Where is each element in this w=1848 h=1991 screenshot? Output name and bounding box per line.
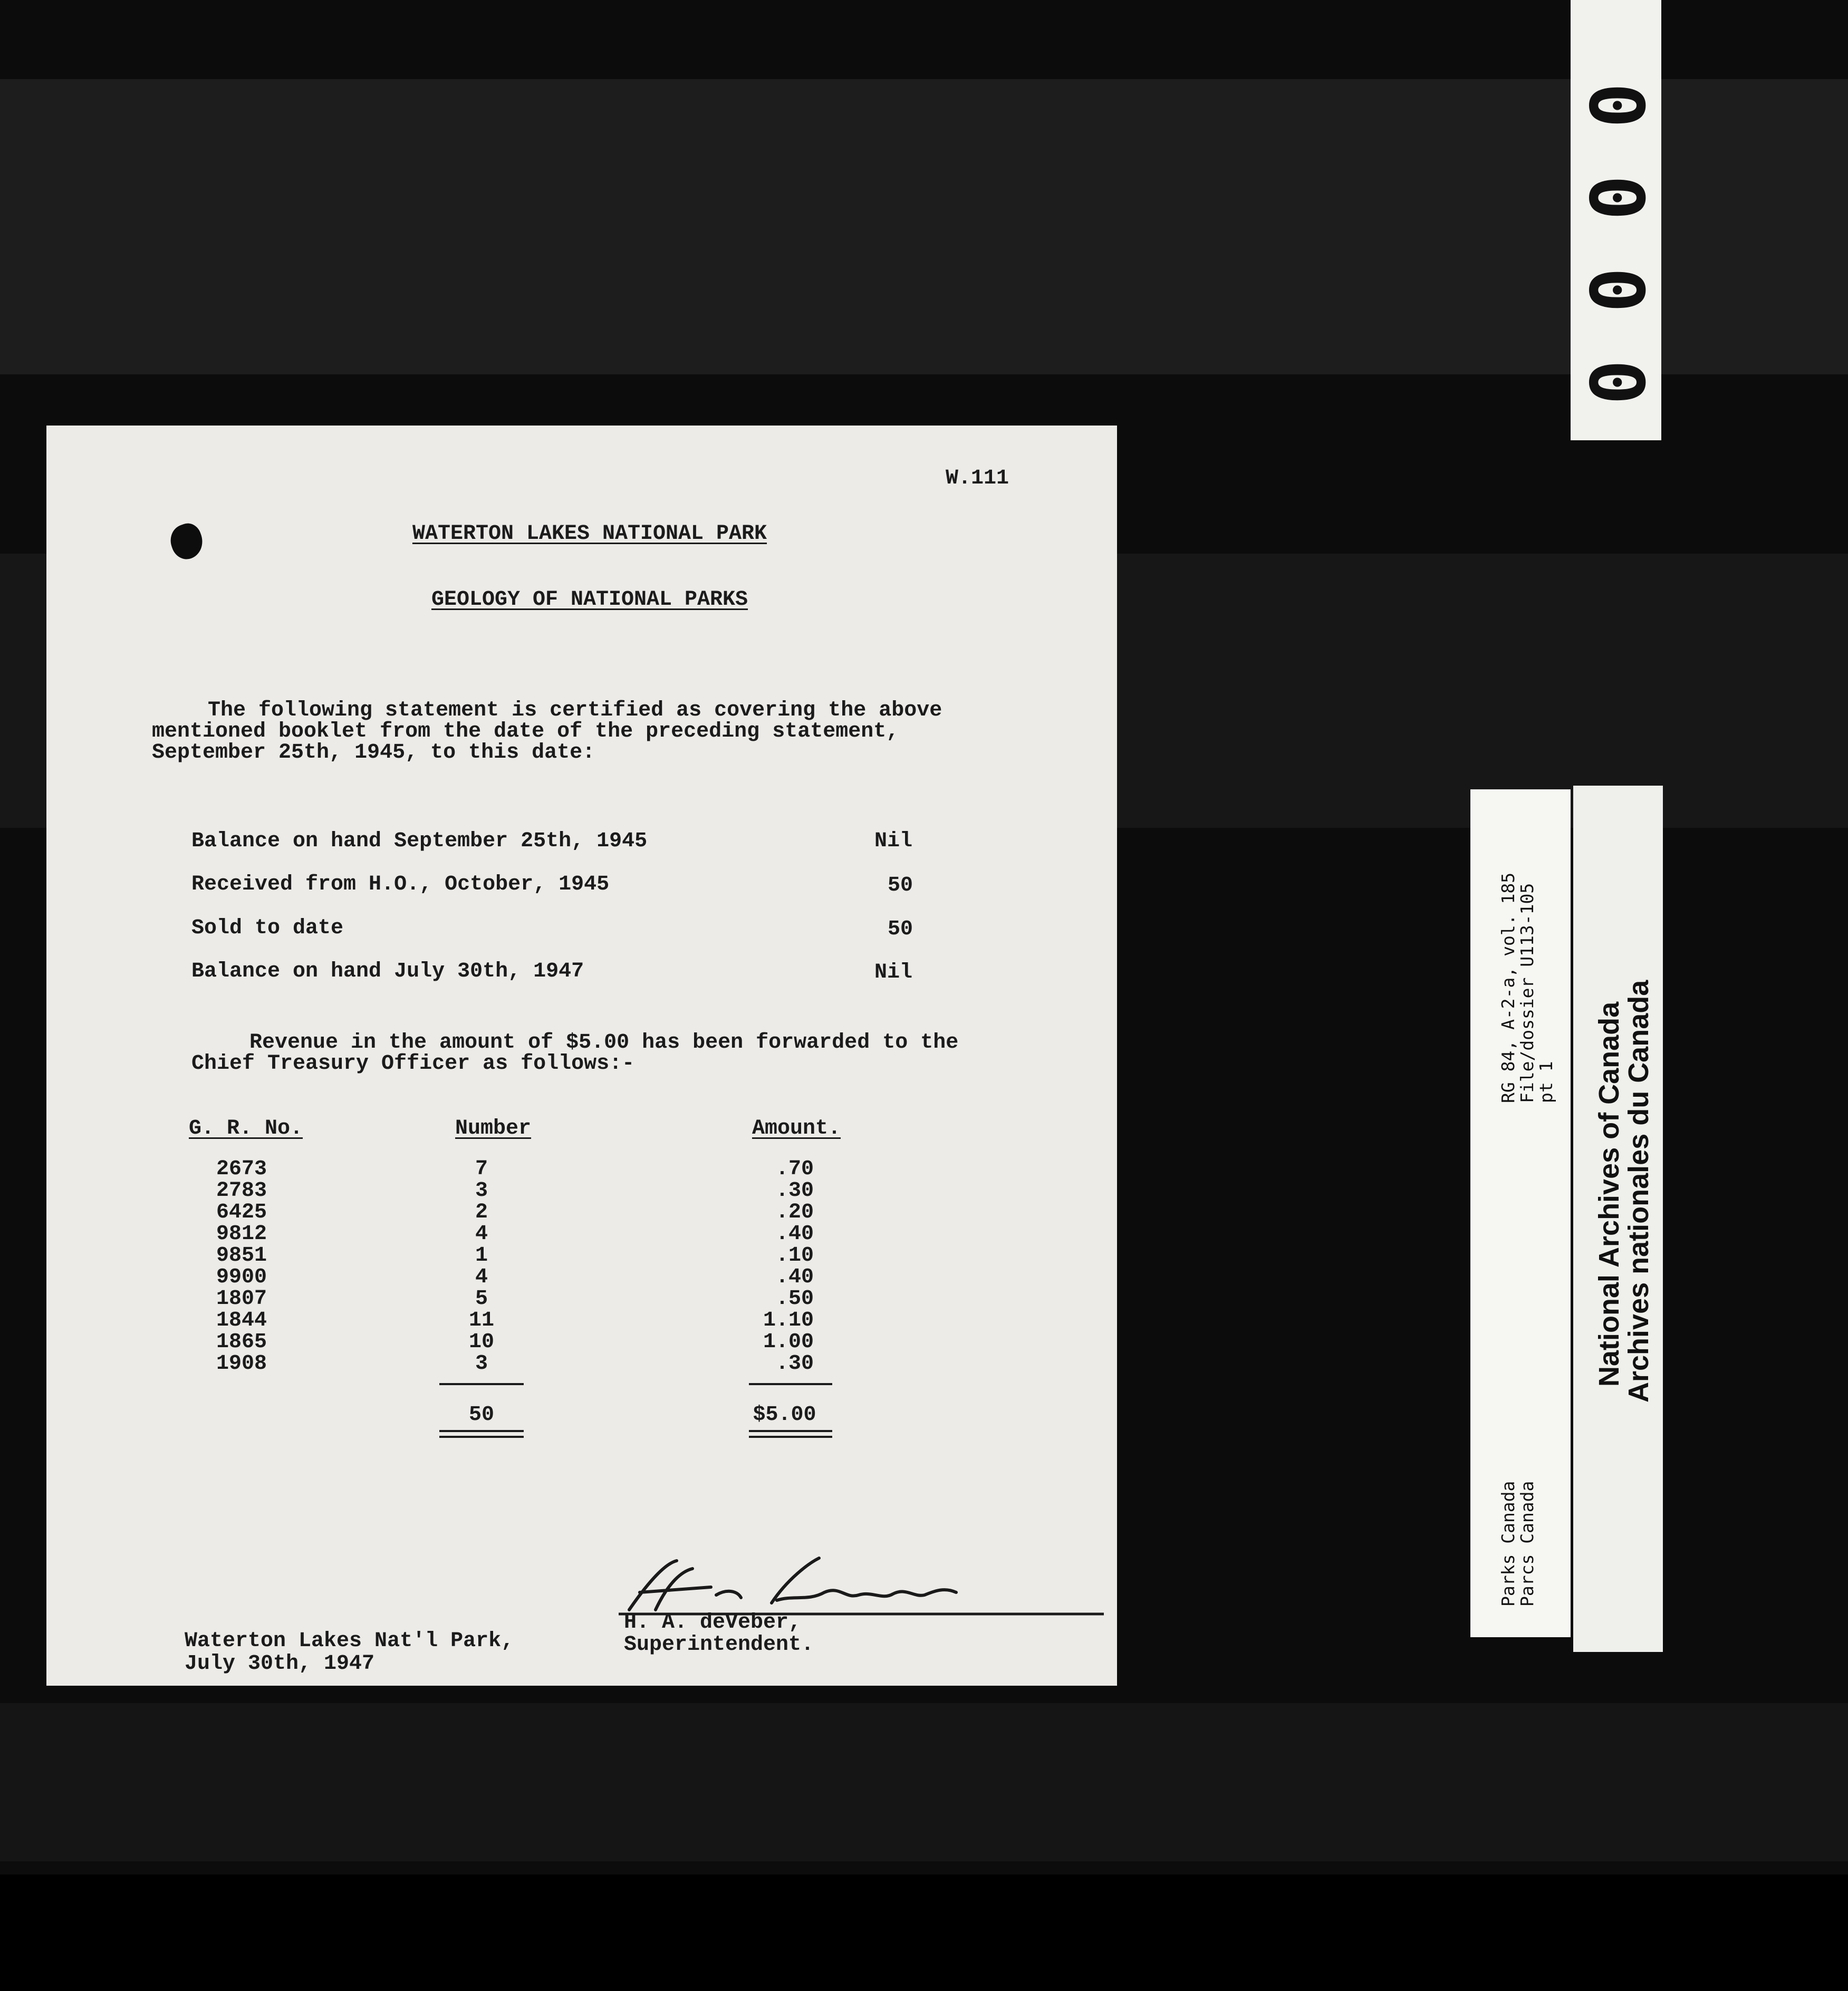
place-line: Waterton Lakes Nat'l Park,: [185, 1629, 514, 1653]
national-archives-label: [1573, 786, 1663, 1652]
balance-label: Sold to date: [191, 916, 344, 940]
balance-label: Received from H.O., October, 1945: [191, 873, 610, 896]
table-cell-number: 2: [475, 1201, 488, 1224]
punch-hole: [166, 520, 208, 564]
table-cell-number: 5: [475, 1287, 488, 1311]
subtotal-rule-number: [439, 1383, 524, 1385]
national-archives-line: National Archives of Canada: [1593, 1001, 1625, 1387]
header-gr-no: G. R. No.: [189, 1117, 303, 1141]
national-archives-line: Archives nationales du Canada: [1623, 980, 1654, 1403]
scan-band-lower: [0, 1703, 1848, 1861]
total-amount: $5.00: [753, 1403, 816, 1427]
reel-digit: 0: [1572, 175, 1659, 220]
table-cell-amount: .40: [775, 1265, 814, 1289]
archive-ref-line: RG 84, A-2-a, vol. 185: [1498, 872, 1518, 1103]
table-cell-amount: .10: [775, 1244, 814, 1268]
table-cell-gr: 9851: [216, 1244, 267, 1268]
parks-canada-line: Parcs Canada: [1517, 1481, 1537, 1607]
table-cell-amount: 1.00: [763, 1330, 814, 1354]
balance-value: Nil: [874, 829, 913, 853]
signer-name: H. A. deVeber,: [624, 1611, 802, 1635]
total-double-rule-amount: [749, 1430, 832, 1432]
table-cell-gr: 1807: [216, 1287, 267, 1311]
balance-value: 50: [888, 917, 913, 941]
header-number: Number: [455, 1117, 532, 1141]
subtotal-rule-amount: [749, 1383, 832, 1385]
table-cell-gr: 1908: [216, 1352, 267, 1376]
film-edge: [0, 1874, 1848, 1991]
balance-value: 50: [888, 874, 913, 897]
total-double-rule-number: [439, 1430, 524, 1432]
table-cell-number: 10: [468, 1330, 494, 1354]
intro-line: September 25th, 1945, to this date:: [152, 741, 595, 765]
table-cell-amount: .30: [775, 1352, 814, 1376]
reel-digit: 0: [1572, 267, 1659, 313]
table-cell-number: 4: [475, 1222, 488, 1246]
table-cell-number: 11: [468, 1309, 494, 1332]
table-cell-gr: 2673: [216, 1157, 267, 1181]
reel-digit: 0: [1572, 360, 1659, 405]
balance-label: Balance on hand July 30th, 1947: [191, 960, 584, 983]
table-cell-gr: 1844: [216, 1309, 267, 1332]
document-subtitle: GEOLOGY OF NATIONAL PARKS: [431, 588, 748, 612]
table-cell-number: 3: [475, 1352, 488, 1376]
table-cell-gr: 6425: [216, 1201, 267, 1224]
total-double-rule-amount: [749, 1436, 832, 1438]
balance-label: Balance on hand September 25th, 1945: [191, 829, 648, 853]
table-cell-number: 7: [475, 1157, 488, 1181]
table-cell-amount: .70: [775, 1157, 814, 1181]
total-double-rule-number: [439, 1436, 524, 1438]
handwritten-signature: [619, 1542, 1104, 1621]
table-cell-number: 1: [475, 1244, 488, 1268]
parks-canada-line: Parks Canada: [1498, 1481, 1518, 1607]
intro-line: mentioned booklet from the date of the preceding statement,: [152, 720, 899, 743]
table-cell-amount: .20: [775, 1201, 814, 1224]
reference-code: W.111: [946, 467, 1009, 490]
table-cell-amount: .50: [775, 1287, 814, 1311]
table-cell-gr: 9900: [216, 1265, 267, 1289]
table-cell-gr: 1865: [216, 1330, 267, 1354]
table-cell-amount: .30: [775, 1179, 814, 1203]
total-number: 50: [468, 1403, 494, 1427]
reel-number-tab: [1571, 0, 1661, 440]
archive-ref-line: File/dossier U113-105: [1517, 883, 1537, 1103]
document-page: [46, 426, 1117, 1686]
balance-value: Nil: [874, 961, 913, 984]
revenue-line: Revenue in the amount of $5.00 has been forwarded to the: [249, 1031, 959, 1055]
header-amount: Amount.: [752, 1117, 841, 1141]
date-line: July 30th, 1947: [185, 1652, 375, 1676]
document-title: WATERTON LAKES NATIONAL PARK: [412, 522, 767, 546]
archive-ref-line: pt 1: [1536, 1061, 1556, 1103]
table-cell-amount: 1.10: [763, 1309, 814, 1332]
intro-line: The following statement is certified as covering the above: [208, 699, 942, 722]
revenue-line: Chief Treasury Officer as follows:-: [191, 1052, 635, 1076]
archive-reference-label: [1470, 789, 1571, 1637]
table-cell-gr: 9812: [216, 1222, 267, 1246]
table-cell-number: 4: [475, 1265, 488, 1289]
table-cell-amount: .40: [775, 1222, 814, 1246]
reel-digit: 0: [1572, 83, 1659, 128]
table-cell-number: 3: [475, 1179, 488, 1203]
signer-title: Superintendent.: [624, 1633, 814, 1657]
table-cell-gr: 2783: [216, 1179, 267, 1203]
